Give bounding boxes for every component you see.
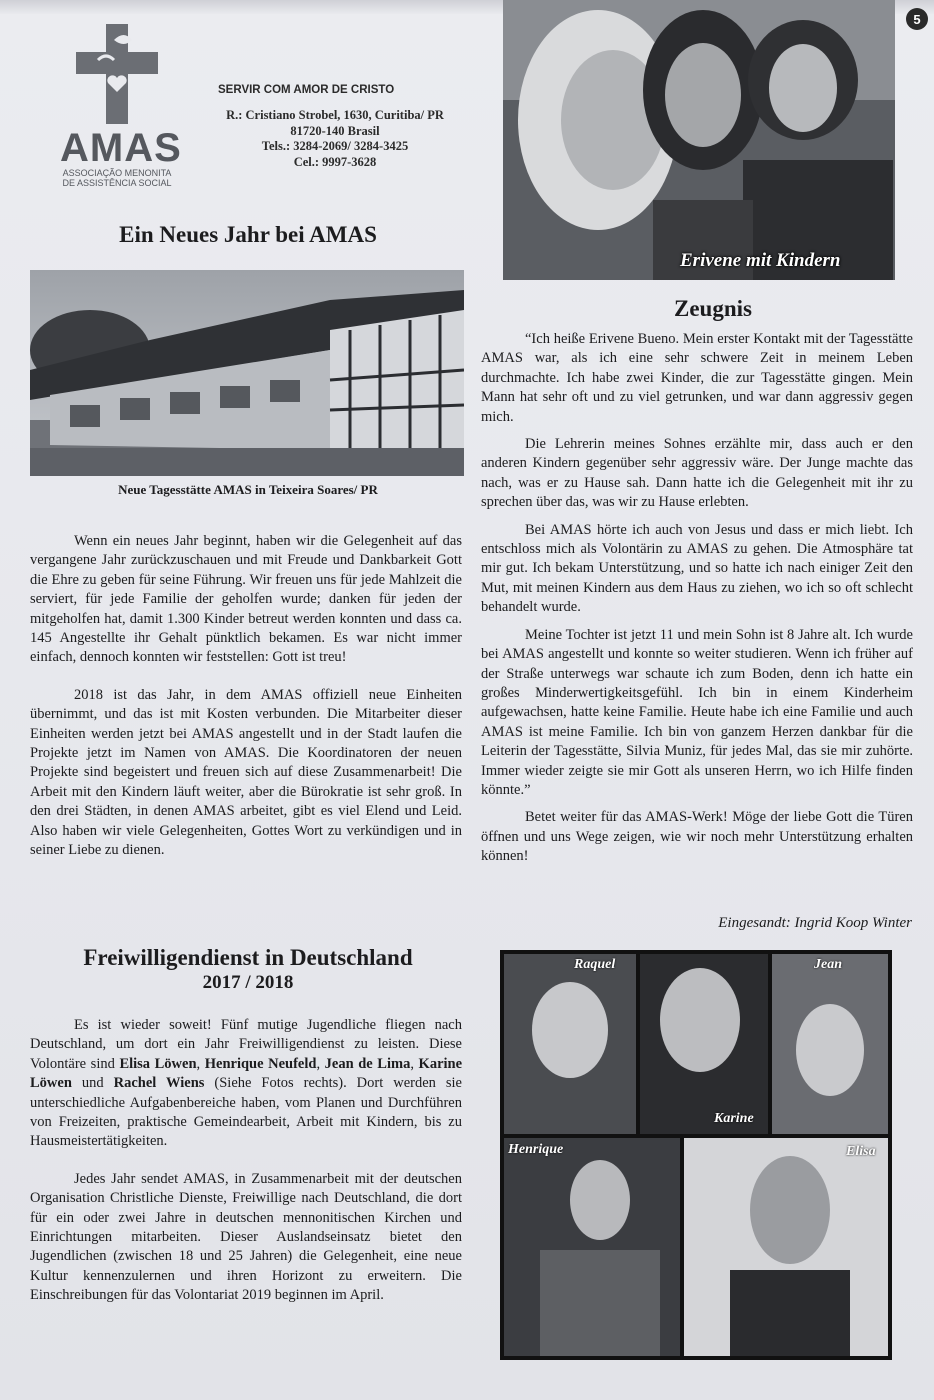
text-run: ,	[410, 1055, 419, 1072]
logo-subtitle	[62, 168, 172, 188]
article-body	[30, 532, 462, 879]
motto: SERVIR COM AMOR DE CRISTO	[218, 84, 395, 96]
article-subtitle: 2017 / 2018	[202, 972, 294, 993]
collage-name-label: Raquel	[574, 957, 616, 972]
paragraph	[30, 1016, 462, 1152]
address-line: 81720-140 Brasil	[290, 123, 380, 138]
volunteer-name: Jean de Lima	[324, 1055, 411, 1072]
amas-logo	[58, 22, 188, 192]
logo-subtitle-line: DE ASSISTÊNCIA SOCIAL	[62, 178, 172, 188]
text-run: ,	[316, 1055, 325, 1072]
article-body	[481, 330, 913, 867]
paragraph: Meine Tochter ist jetzt 11 und mein Sohn ist 8 Jahre alt. Ich wurde bei AMAS angestellt und konnte so weiter studieren. Wenn ich früher auf der Straße unterwegs war schaute ich zum Boden, denn ich hatte ein großes Minderwertigkeitsgefühl. Ich bin in einem Kinderheim aufgewachsen, hatte keine Familie. Heute habe ich eine Familie und auch AMAS ist meine Familie. Ich bin von ganzem Herzen dankbar für die Leiterin der Tagesstätte, Silvia Muniz, für jedes Mal, das sie mir zuhörte. Immer wieder zeigte sie mir Gott als unseren Herrn, wo ich Hilfe finden könnte.”	[481, 626, 913, 798]
paragraph: Betet weiter für das AMAS-Werk! Möge der liebe Gott die Türen öffnen und uns Wege zeigen, wie wir noch mehr Unterstützung erhalten können!	[481, 809, 913, 865]
paragraph: Jedes Jahr sendet AMAS, in Zusammenarbeit mit der deutschen Organisation Christliche Dienste, Freiwillige nach Deutschland, die dort für ein oder zwei Jahre in deutschen mennonitischen Kirchen und Einrichtungen mitarbeiten. Dieser Auslandseinsatz bietet den Jugendlichen (zwischen 18 und 25 Jahren) die Gelegenheit, eine neue Kultur kennenzulernen und ihren Horizont zu erweitern. Die Einschreibungen für das Volontariat 2019 beginnen im April.	[30, 1170, 462, 1304]
text-run: (Siehe Fotos rechts). Dort werden sie unterschiedliche Aufgabenbereiche haben, vom Planen und Durchführen von Freizeiten, praktische Gemeindearbeit, Arbeit mit Kindern, bis zu Hausmeistertätigkeiten.	[30, 1075, 462, 1150]
photo-caption: Neue Tagesstätte AMAS in Teixeira Soares/ PR	[118, 482, 378, 497]
cross-heart-icon	[58, 22, 188, 132]
paragraph: “Ich heiße Erivene Bueno. Mein erster Kontakt mit der Tagesstätte AMAS war, als ich eine sehr schwere Zeit in meinem Leben durchmachte. Ich habe zwei Kinder, die zur Tagesstätte gingen. Mein Mann hat sehr oft und zu viel getrunken, und war dann aggressiv gegen mich.	[481, 331, 913, 425]
collage-name-label: Elisa	[846, 1144, 876, 1159]
address-line: Tels.: 3284-2069/ 3284-3425	[261, 139, 409, 153]
volunteer-name: Karine Löwen	[30, 1055, 463, 1092]
building-photo	[30, 270, 464, 476]
signature: Eingesandt: Ingrid Koop Winter	[718, 915, 912, 931]
address-line: R.: Cristiano Strobel, 1630, Curitiba/ PR	[226, 108, 444, 122]
article-title: Ein Neues Jahr bei AMAS	[119, 222, 377, 247]
volunteer-name: Rachel Wiens	[113, 1075, 205, 1092]
paragraph: Wenn ein neues Jahr beginnt, haben wir die Gelegenheit auf das vergangene Jahr zurückzuschauen und mit Freude und Dankbarkeit Gott die Ehre zu geben für seine Führung. Wir freuen uns für jede Mahlzeit die serviert, für jede Familie der geholfen wurde; danken für jeden der mitgeholfen hat, damit 1.300 Kinder betreut werden konnten und dass ca. 145 Angestellte ihr Gehalt pünktlich bekamen. Es war nicht immer einfach, dennoch konnten wir feststellen: Gott ist treu!	[30, 533, 462, 666]
contact-address	[190, 108, 480, 170]
article-body	[30, 1016, 462, 1324]
article-title: Zeugnis	[674, 296, 752, 321]
volunteer-name: Henrique Neufeld	[204, 1055, 317, 1072]
paragraph: Bei AMAS hörte ich auch von Jesus und dass er mich liebt. Ich entschloss mich als Volontärin zu AMAS zu gehen. Die Atmosphäre tat mir gut. Ich bekam Unterstützung, und so hatte ich nach einiger Zeit den Mut, mit meinen Kindern aus dem Haus zu ziehen, wo ich so oft schlecht behandelt wurde.	[481, 521, 913, 616]
page-number-badge: 5	[906, 8, 928, 30]
text-run: ,	[196, 1055, 205, 1072]
collage-name-label: Henrique	[508, 1142, 564, 1157]
volunteer-photo-collage	[500, 950, 892, 1360]
text-run: und	[71, 1075, 114, 1092]
address-line: Cel.: 9997-3628	[293, 154, 377, 169]
photo-caption: Erivene mit Kindern	[680, 250, 841, 271]
volunteer-name: Elisa Löwen	[119, 1055, 197, 1072]
family-photo	[503, 0, 895, 280]
logo-wordmark: AMAS	[60, 126, 182, 170]
paragraph: Die Lehrerin meines Sohnes erzählte mir, dass auch er den anderen Kindern gegenüber sehr aggressiv wäre. Der Junge machte das nach, was er zu Hause sah. Dann hatte ich die Gelegenheit mit ihr zu sprechen über das, was wir zu Hause erlebten.	[481, 436, 913, 511]
paragraph: 2018 ist das Jahr, in dem AMAS offiziell neue Einheiten übernimmt, und das ist mit Kosten verbunden. Die Mitarbeiter dieser Einheiten werden jetzt bei AMAS angestellt und in der Stadt laufen die Projekte jetzt im Namen von AMAS. Die Koordinatoren der neuen Projekte sind begeistert und freuen sich auf diese Zusammenarbeit! Die Arbeit mit den Kindern läuft weiter, aber die Bürokratie ist sehr groß. In den drei Städten, in denen AMAS arbeitet, gibt es viel Elend und Leid. Also haben wir viele Gelegenheiten, Gottes Wort zu verkündigen und in seiner Liebe zu dienen.	[30, 686, 462, 859]
collage-name-label: Karine	[714, 1111, 754, 1126]
collage-name-label: Jean	[814, 957, 842, 972]
logo-subtitle-line: ASSOCIAÇÃO MENONITA	[62, 168, 172, 178]
article-title: Freiwilligendienst in Deutschland	[83, 945, 413, 970]
text-run: Es ist wieder soweit! Fünf mutige Jugendliche fliegen nach Deutschland, um dort ein Jahr Freiwilligendienst zu leisten. Diese Volontäre sind	[30, 1017, 462, 1072]
